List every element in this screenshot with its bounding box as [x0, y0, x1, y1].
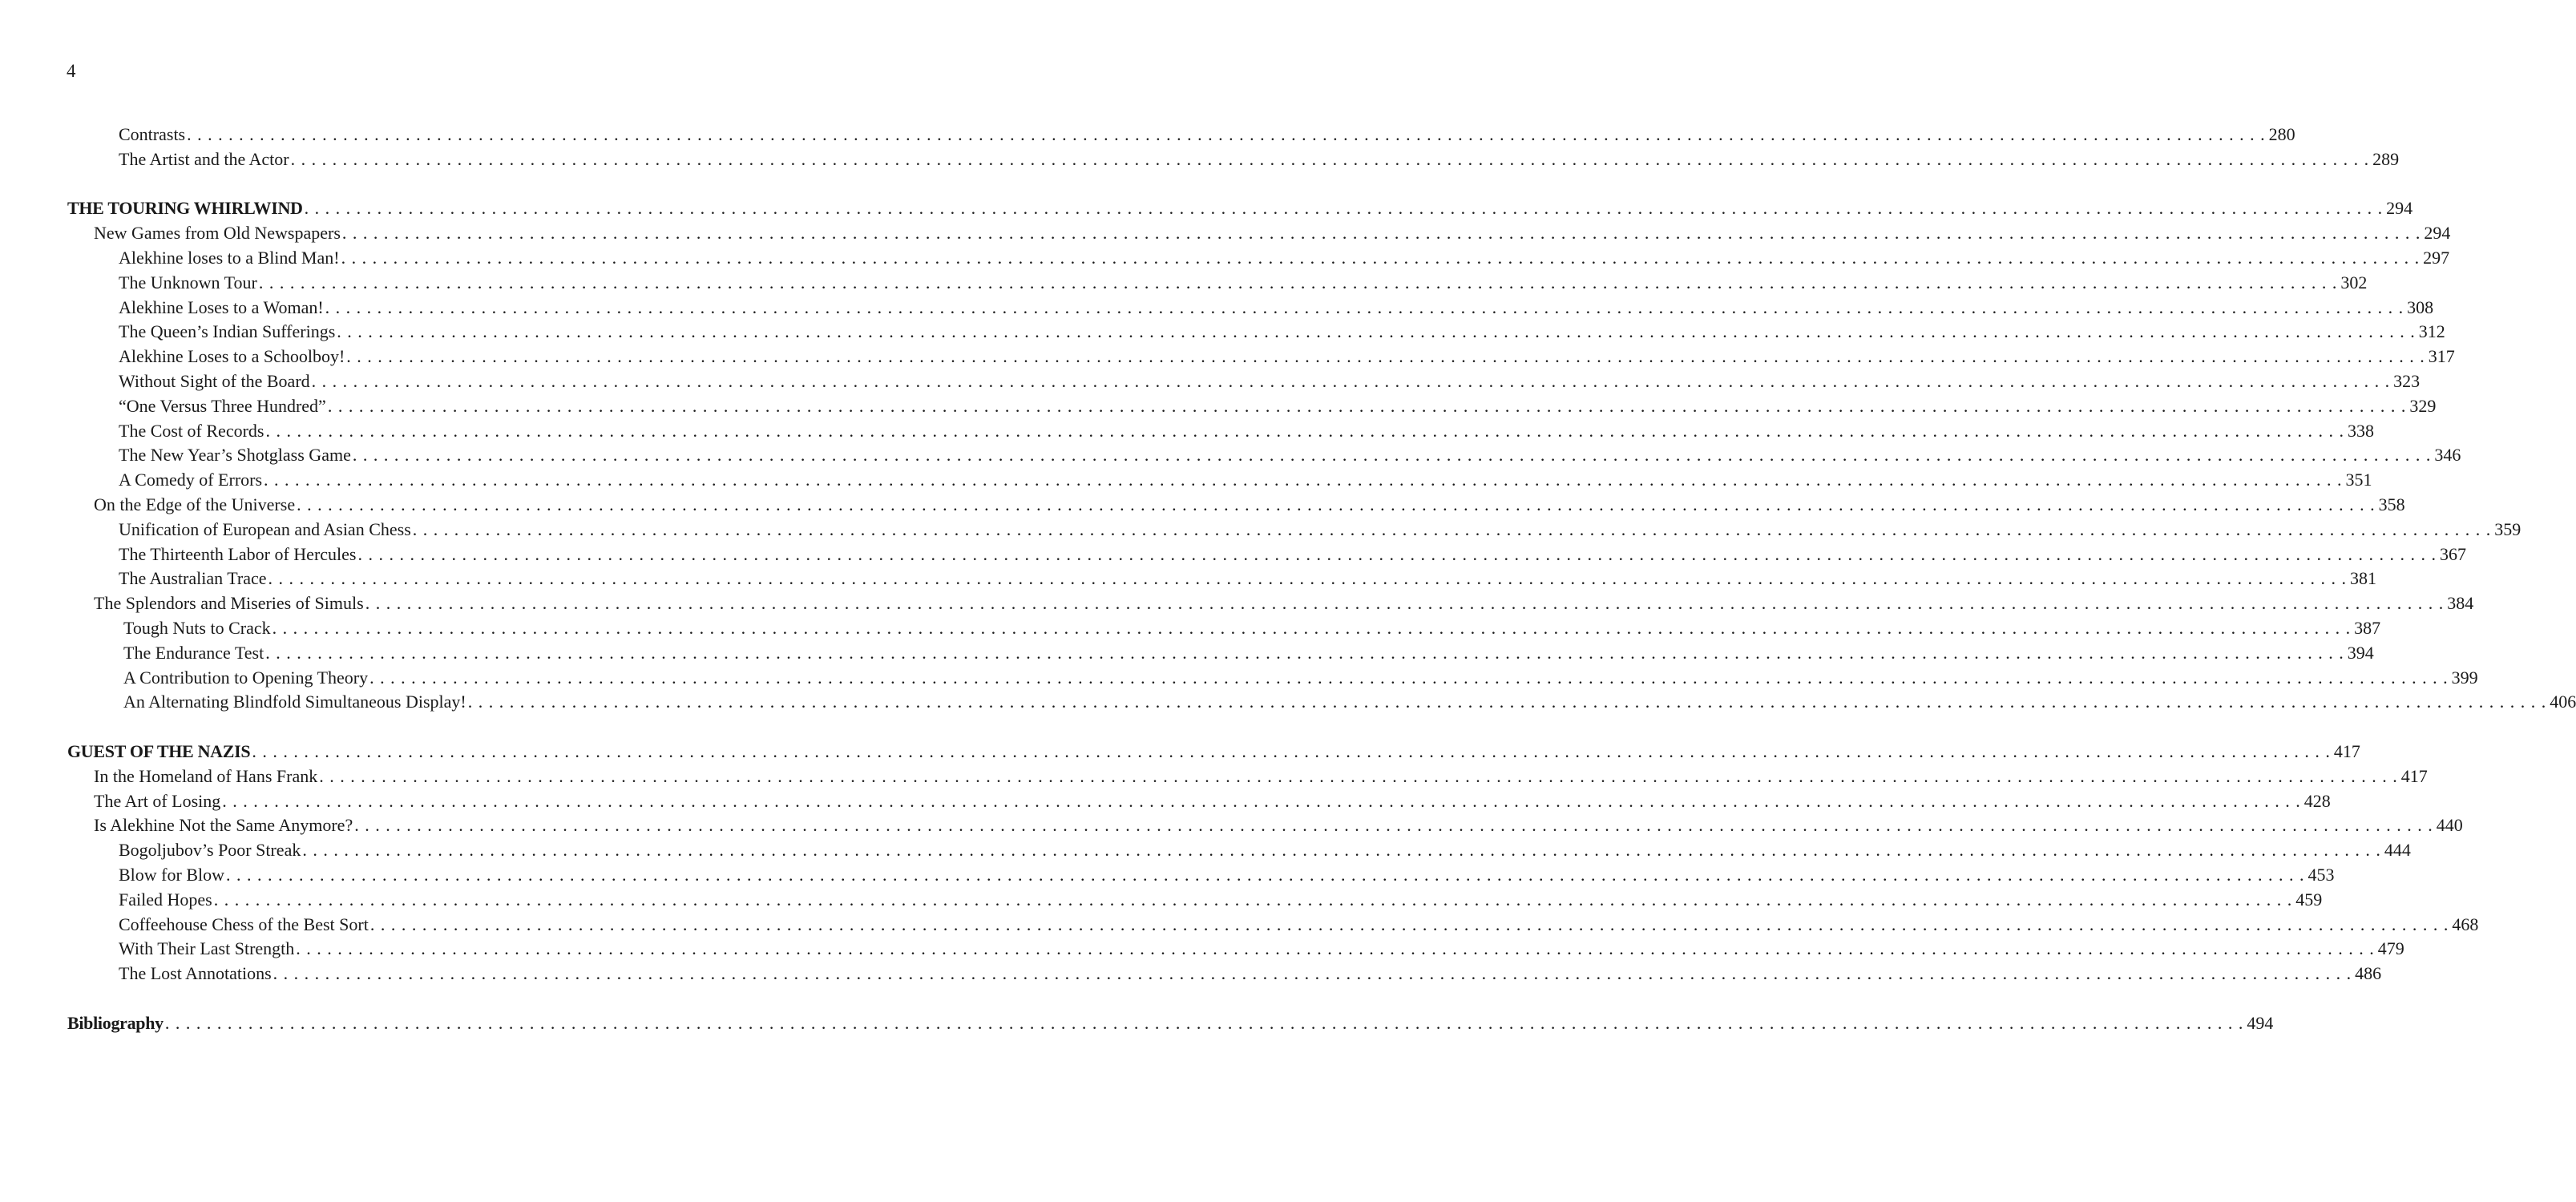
dot-leader: . . . . . . . . . . . . . . . . . . . . . . . . . . . . . . . . . . . . . . . . . . . . . . . . . . . . . . . . . . . . . . . . . . . . . . . . . . . . . . . . . . . . . . . . . . . . . . . . . . . . . . . . . . . . . . . . . . . . . . . . . . . . . . . . . . . . . . . . . . . . . . . . . . . . . . . . . . . . . . . . . . . . . . . . . . . . . . . . . . . . . . . . . . . . . . . . . . . . . . . .: [297, 494, 2376, 514]
toc-chapter-entry: [67, 1011, 2274, 1036]
dot-leader: . . . . . . . . . . . . . . . . . . . . . . . . . . . . . . . . . . . . . . . . . . . . . . . . . . . . . . . . . . . . . . . . . . . . . . . . . . . . . . . . . . . . . . . . . . . . . . . . . . . . . . . . . . . . . . . . . . . . . . . . . . . . . . . . . . . . . . . . . . . . . . . . . . . . . . . . . . . . . . . . . . . . . . . . . . . . . . . . . . . . . . . . . . . . . . . . . . . . . . . .: [290, 148, 2370, 169]
toc-entry: [67, 443, 2461, 468]
toc-entry-title: The Queen’s Indian Sufferings: [119, 321, 336, 342]
toc-entry-title: Is Alekhine Not the Same Anymore?: [94, 815, 353, 836]
toc-entry-title: The Art of Losing: [94, 790, 221, 811]
toc-chapter-entry: [67, 740, 2360, 764]
toc-entry-title: The Unknown Tour: [119, 272, 257, 292]
dot-leader: . . . . . . . . . . . . . . . . . . . . . . . . . . . . . . . . . . . . . . . . . . . . . . . . . . . . . . . . . . . . . . . . . . . . . . . . . . . . . . . . . . . . . . . . . . . . . . . . . . . . . . . . . . . . . . . . . . . . . . . . . . . . . . . . . . . . . . . . . . . . . . . . . . . . . . . . . . . . . . . . . . . . . . . . . . . . . . . . . . . . . . . . . . . . . . . . . . . . . . . .: [226, 864, 2305, 885]
toc-entry-title: Coffeehouse Chess of the Best Sort: [119, 914, 369, 934]
dot-leader: . . . . . . . . . . . . . . . . . . . . . . . . . . . . . . . . . . . . . . . . . . . . . . . . . . . . . . . . . . . . . . . . . . . . . . . . . . . . . . . . . . . . . . . . . . . . . . . . . . . . . . . . . . . . . . . . . . . . . . . . . . . . . . . . . . . . . . . . . . . . . . . . . . . . . . . . . . . . . . . . . . . . . . . . . . . . . . . . . . . . . . . . . . . . . . . . . . . . . . . .: [357, 543, 2437, 564]
toc-entry-page: 367: [2439, 543, 2466, 564]
toc-entry: [67, 690, 2576, 715]
dot-leader: . . . . . . . . . . . . . . . . . . . . . . . . . . . . . . . . . . . . . . . . . . . . . . . . . . . . . . . . . . . . . . . . . . . . . . . . . . . . . . . . . . . . . . . . . . . . . . . . . . . . . . . . . . . . . . . . . . . . . . . . . . . . . . . . . . . . . . . . . . . . . . . . . . . . . . . . . . . . . . . . . . . . . . . . . . . . . . . . . . . . . . . . . . . . . . . . . . . . . . . .: [319, 765, 2398, 786]
toc-entry-page: 302: [2340, 272, 2368, 292]
toc-entry-page: 329: [2409, 395, 2437, 416]
dot-leader: . . . . . . . . . . . . . . . . . . . . . . . . . . . . . . . . . . . . . . . . . . . . . . . . . . . . . . . . . . . . . . . . . . . . . . . . . . . . . . . . . . . . . . . . . . . . . . . . . . . . . . . . . . . . . . . . . . . . . . . . . . . . . . . . . . . . . . . . . . . . . . . . . . . . . . . . . . . . . . . . . . . . . . . . . . . . . . . . . . . . . . . . . . . . . . . . . . . . . . . .: [187, 124, 2266, 144]
toc-entry-page: 346: [2434, 445, 2461, 466]
toc-entry-page: 317: [2428, 346, 2455, 367]
toc-entry: [67, 320, 2445, 345]
toc-entry-page: 294: [2424, 223, 2451, 244]
dot-leader: . . . . . . . . . . . . . . . . . . . . . . . . . . . . . . . . . . . . . . . . . . . . . . . . . . . . . . . . . . . . . . . . . . . . . . . . . . . . . . . . . . . . . . . . . . . . . . . . . . . . . . . . . . . . . . . . . . . . . . . . . . . . . . . . . . . . . . . . . . . . . . . . . . . . . . . . . . . . . . . . . . . . . . . . . . . . . . . . . . . . . . . . . . . . . . . . . . . . . . . .: [325, 296, 2404, 317]
toc-entry-title: THE TOURING WHIRLWIND: [67, 198, 303, 219]
toc-entry-title: The Cost of Records: [119, 420, 264, 441]
toc-entry: [67, 863, 2335, 888]
dot-leader: . . . . . . . . . . . . . . . . . . . . . . . . . . . . . . . . . . . . . . . . . . . . . . . . . . . . . . . . . . . . . . . . . . . . . . . . . . . . . . . . . . . . . . . . . . . . . . . . . . . . . . . . . . . . . . . . . . . . . . . . . . . . . . . . . . . . . . . . . . . . . . . . . . . . . . . . . . . . . . . . . . . . . . . . . . . . . . . . . . . . . . . . . . . . . . . . . . . . . . . .: [304, 198, 2384, 219]
toc-entry: [67, 567, 2377, 591]
toc-entry: [67, 962, 2382, 986]
toc-entry-page: 440: [2436, 815, 2463, 836]
toc-entry-title: On the Edge of the Universe: [94, 494, 296, 514]
toc-entry: [67, 616, 2381, 641]
table-of-contents: [67, 123, 2576, 1035]
toc-entry-page: 297: [2423, 247, 2450, 268]
toc-entry-title: Contrasts: [119, 124, 186, 144]
toc-entry-title: The Lost Annotations: [119, 963, 272, 984]
toc-entry-page: 381: [2350, 568, 2377, 589]
toc-entry: [67, 271, 2368, 296]
toc-entry-title: A Comedy of Errors: [119, 470, 263, 490]
dot-leader: . . . . . . . . . . . . . . . . . . . . . . . . . . . . . . . . . . . . . . . . . . . . . . . . . . . . . . . . . . . . . . . . . . . . . . . . . . . . . . . . . . . . . . . . . . . . . . . . . . . . . . . . . . . . . . . . . . . . . . . . . . . . . . . . . . . . . . . . . . . . . . . . . . . . . . . . . . . . . . . . . . . . . . . . . . . . . . . . . . . . . . . . . . . . . . . . . . . . . . . .: [252, 740, 2331, 761]
toc-entry: [67, 937, 2404, 962]
toc-entry-page: 384: [2447, 593, 2474, 614]
toc-entry-title: Bogoljubov’s Poor Streak: [119, 840, 301, 861]
toc-entry: [67, 641, 2374, 666]
dot-leader: . . . . . . . . . . . . . . . . . . . . . . . . . . . . . . . . . . . . . . . . . . . . . . . . . . . . . . . . . . . . . . . . . . . . . . . . . . . . . . . . . . . . . . . . . . . . . . . . . . . . . . . . . . . . . . . . . . . . . . . . . . . . . . . . . . . . . . . . . . . . . . . . . . . . . . . . . . . . . . . . . . . . . . . . . . . . . . . . . . . . . . . . . . . . . . . . . . . . . . . .: [327, 395, 2407, 416]
toc-entry-title: Alekhine loses to a Blind Man!: [119, 247, 340, 268]
toc-entry-page: 399: [2451, 667, 2478, 688]
toc-entry-title: The Thirteenth Labor of Hercules: [119, 543, 357, 564]
dot-leader: . . . . . . . . . . . . . . . . . . . . . . . . . . . . . . . . . . . . . . . . . . . . . . . . . . . . . . . . . . . . . . . . . . . . . . . . . . . . . . . . . . . . . . . . . . . . . . . . . . . . . . . . . . . . . . . . . . . . . . . . . . . . . . . . . . . . . . . . . . . . . . . . . . . . . . . . . . . . . . . . . . . . . . . . . . . . . . . . . . . . . . . . . . . . . . . . . . . . . . . .: [265, 642, 2344, 663]
toc-entry: [67, 666, 2478, 691]
toc-entry: [67, 345, 2455, 369]
toc-entry-page: 453: [2307, 864, 2335, 885]
toc-entry-page: 351: [2345, 470, 2372, 490]
dot-leader: . . . . . . . . . . . . . . . . . . . . . . . . . . . . . . . . . . . . . . . . . . . . . . . . . . . . . . . . . . . . . . . . . . . . . . . . . . . . . . . . . . . . . . . . . . . . . . . . . . . . . . . . . . . . . . . . . . . . . . . . . . . . . . . . . . . . . . . . . . . . . . . . . . . . . . . . . . . . . . . . . . . . . . . . . . . . . . . . . . . . . . . . . . . . . . . . . . . . . . . .: [346, 346, 2425, 367]
dot-leader: . . . . . . . . . . . . . . . . . . . . . . . . . . . . . . . . . . . . . . . . . . . . . . . . . . . . . . . . . . . . . . . . . . . . . . . . . . . . . . . . . . . . . . . . . . . . . . . . . . . . . . . . . . . . . . . . . . . . . . . . . . . . . . . . . . . . . . . . . . . . . . . . . . . . . . . . . . . . . . . . . . . . . . . . . . . . . . . . . . . . . . . . . . . . . . . . . . . . . . . .: [273, 963, 2352, 984]
dot-leader: . . . . . . . . . . . . . . . . . . . . . . . . . . . . . . . . . . . . . . . . . . . . . . . . . . . . . . . . . . . . . . . . . . . . . . . . . . . . . . . . . . . . . . . . . . . . . . . . . . . . . . . . . . . . . . . . . . . . . . . . . . . . . . . . . . . . . . . . . . . . . . . . . . . . . . . . . . . . . . . . . . . . . . . . . . . . . . . . . . . . . . . . . . . . . . . . . . . . . . . .: [369, 667, 2449, 688]
toc-entry-page: 394: [2347, 642, 2374, 663]
dot-leader: . . . . . . . . . . . . . . . . . . . . . . . . . . . . . . . . . . . . . . . . . . . . . . . . . . . . . . . . . . . . . . . . . . . . . . . . . . . . . . . . . . . . . . . . . . . . . . . . . . . . . . . . . . . . . . . . . . . . . . . . . . . . . . . . . . . . . . . . . . . . . . . . . . . . . . . . . . . . . . . . . . . . . . . . . . . . . . . . . . . . . . . . . . . . . . . . . . . . . . . .: [264, 470, 2343, 490]
toc-entry-title: The Endurance Test: [123, 642, 264, 663]
toc-entry-title: Tough Nuts to Crack: [123, 617, 271, 638]
dot-leader: . . . . . . . . . . . . . . . . . . . . . . . . . . . . . . . . . . . . . . . . . . . . . . . . . . . . . . . . . . . . . . . . . . . . . . . . . . . . . . . . . . . . . . . . . . . . . . . . . . . . . . . . . . . . . . . . . . . . . . . . . . . . . . . . . . . . . . . . . . . . . . . . . . . . . . . . . . . . . . . . . . . . . . . . . . . . . . . . . . . . . . . . . . . . . . . . . . . . . . . .: [369, 914, 2449, 934]
toc-entry-page: 486: [2355, 963, 2382, 984]
toc-entry-title: A Contribution to Opening Theory: [123, 667, 369, 688]
toc-entry-title: Blow for Blow: [119, 864, 224, 885]
toc-entry-page: 444: [2384, 840, 2411, 861]
dot-leader: . . . . . . . . . . . . . . . . . . . . . . . . . . . . . . . . . . . . . . . . . . . . . . . . . . . . . . . . . . . . . . . . . . . . . . . . . . . . . . . . . . . . . . . . . . . . . . . . . . . . . . . . . . . . . . . . . . . . . . . . . . . . . . . . . . . . . . . . . . . . . . . . . . . . . . . . . . . . . . . . . . . . . . . . . . . . . . . . . . . . . . . . . . . . . . . . . . . . . . . .: [341, 247, 2421, 268]
toc-entry-page: 417: [2400, 765, 2428, 786]
toc-entry-page: 289: [2372, 148, 2400, 169]
dot-leader: . . . . . . . . . . . . . . . . . . . . . . . . . . . . . . . . . . . . . . . . . . . . . . . . . . . . . . . . . . . . . . . . . . . . . . . . . . . . . . . . . . . . . . . . . . . . . . . . . . . . . . . . . . . . . . . . . . . . . . . . . . . . . . . . . . . . . . . . . . . . . . . . . . . . . . . . . . . . . . . . . . . . . . . . . . . . . . . . . . . . . . . . . . . . . . . . . . . . . . . .: [354, 815, 2433, 836]
toc-entry-title: Bibliography: [67, 1012, 164, 1033]
toc-entry-page: 406: [2550, 692, 2576, 712]
toc-entry-page: 358: [2378, 494, 2405, 514]
toc-entry-page: 323: [2393, 370, 2421, 391]
toc-entry-page: 417: [2333, 740, 2360, 761]
toc-entry: [67, 123, 2295, 147]
dot-leader: . . . . . . . . . . . . . . . . . . . . . . . . . . . . . . . . . . . . . . . . . . . . . . . . . . . . . . . . . . . . . . . . . . . . . . . . . . . . . . . . . . . . . . . . . . . . . . . . . . . . . . . . . . . . . . . . . . . . . . . . . . . . . . . . . . . . . . . . . . . . . . . . . . . . . . . . . . . . . . . . . . . . . . . . . . . . . . . . . . . . . . . . . . . . . . . . . . . . . . . .: [296, 938, 2375, 959]
dot-leader: . . . . . . . . . . . . . . . . . . . . . . . . . . . . . . . . . . . . . . . . . . . . . . . . . . . . . . . . . . . . . . . . . . . . . . . . . . . . . . . . . . . . . . . . . . . . . . . . . . . . . . . . . . . . . . . . . . . . . . . . . . . . . . . . . . . . . . . . . . . . . . . . . . . . . . . . . . . . . . . . . . . . . . . . . . . . . . . . . . . . . . . . . . . . . . . . . . . . . . . .: [164, 1012, 2244, 1033]
section-gap: [67, 986, 696, 1011]
toc-entry-title: Failed Hopes: [119, 889, 212, 910]
toc-entry-title: The New Year’s Shotglass Game: [119, 445, 351, 466]
toc-entry-title: “One Versus Three Hundred”: [119, 395, 326, 416]
dot-leader: . . . . . . . . . . . . . . . . . . . . . . . . . . . . . . . . . . . . . . . . . . . . . . . . . . . . . . . . . . . . . . . . . . . . . . . . . . . . . . . . . . . . . . . . . . . . . . . . . . . . . . . . . . . . . . . . . . . . . . . . . . . . . . . . . . . . . . . . . . . . . . . . . . . . . . . . . . . . . . . . . . . . . . . . . . . . . . . . . . . . . . . . . . . . . . . . . . . . . . . .: [265, 420, 2344, 441]
toc-entry-title: The Splendors and Miseries of Simuls: [94, 593, 364, 614]
dot-leader: . . . . . . . . . . . . . . . . . . . . . . . . . . . . . . . . . . . . . . . . . . . . . . . . . . . . . . . . . . . . . . . . . . . . . . . . . . . . . . . . . . . . . . . . . . . . . . . . . . . . . . . . . . . . . . . . . . . . . . . . . . . . . . . . . . . . . . . . . . . . . . . . . . . . . . . . . . . . . . . . . . . . . . . . . . . . . . . . . . . . . . . . . . . . . . . . . . . . . . . .: [341, 223, 2421, 244]
toc-entry: [67, 419, 2374, 444]
toc-entry-title: The Artist and the Actor: [119, 148, 289, 169]
toc-entry-page: 338: [2347, 420, 2374, 441]
toc-entry-title: New Games from Old Newspapers: [94, 223, 341, 244]
toc-entry: [67, 543, 2466, 567]
toc-entry: [67, 888, 2323, 913]
toc-entry: [67, 221, 2451, 246]
toc-entry-title: Unification of European and Asian Chess: [119, 518, 411, 539]
toc-entry-page: 494: [2247, 1012, 2274, 1033]
toc-entry-title: Alekhine Loses to a Woman!: [119, 296, 324, 317]
toc-entry-page: 468: [2452, 914, 2479, 934]
toc-entry: [67, 518, 2521, 543]
dot-leader: . . . . . . . . . . . . . . . . . . . . . . . . . . . . . . . . . . . . . . . . . . . . . . . . . . . . . . . . . . . . . . . . . . . . . . . . . . . . . . . . . . . . . . . . . . . . . . . . . . . . . . . . . . . . . . . . . . . . . . . . . . . . . . . . . . . . . . . . . . . . . . . . . . . . . . . . . . . . . . . . . . . . . . . . . . . . . . . . . . . . . . . . . . . . . . . . . . . . . . . .: [467, 692, 2547, 712]
dot-leader: . . . . . . . . . . . . . . . . . . . . . . . . . . . . . . . . . . . . . . . . . . . . . . . . . . . . . . . . . . . . . . . . . . . . . . . . . . . . . . . . . . . . . . . . . . . . . . . . . . . . . . . . . . . . . . . . . . . . . . . . . . . . . . . . . . . . . . . . . . . . . . . . . . . . . . . . . . . . . . . . . . . . . . . . . . . . . . . . . . . . . . . . . . . . . . . . . . . . . . . .: [337, 321, 2416, 342]
toc-entry: [67, 838, 2411, 863]
toc-entry: [67, 493, 2405, 518]
toc-entry-page: 387: [2354, 617, 2381, 638]
page-number: 4: [67, 61, 76, 81]
toc-entry: [67, 468, 2372, 493]
dot-leader: . . . . . . . . . . . . . . . . . . . . . . . . . . . . . . . . . . . . . . . . . . . . . . . . . . . . . . . . . . . . . . . . . . . . . . . . . . . . . . . . . . . . . . . . . . . . . . . . . . . . . . . . . . . . . . . . . . . . . . . . . . . . . . . . . . . . . . . . . . . . . . . . . . . . . . . . . . . . . . . . . . . . . . . . . . . . . . . . . . . . . . . . . . . . . . . . . . . . . . . .: [302, 840, 2381, 861]
toc-entry: [67, 591, 2474, 616]
toc-entry: [67, 813, 2463, 838]
toc-entry-title: In the Homeland of Hans Frank: [94, 765, 318, 786]
toc-entry: [67, 913, 2479, 938]
toc-entry-page: 308: [2407, 296, 2434, 317]
dot-leader: . . . . . . . . . . . . . . . . . . . . . . . . . . . . . . . . . . . . . . . . . . . . . . . . . . . . . . . . . . . . . . . . . . . . . . . . . . . . . . . . . . . . . . . . . . . . . . . . . . . . . . . . . . . . . . . . . . . . . . . . . . . . . . . . . . . . . . . . . . . . . . . . . . . . . . . . . . . . . . . . . . . . . . . . . . . . . . . . . . . . . . . . . . . . . . . . . . . . . . . .: [268, 568, 2348, 589]
toc-entry-title: Without Sight of the Board: [119, 370, 310, 391]
dot-leader: . . . . . . . . . . . . . . . . . . . . . . . . . . . . . . . . . . . . . . . . . . . . . . . . . . . . . . . . . . . . . . . . . . . . . . . . . . . . . . . . . . . . . . . . . . . . . . . . . . . . . . . . . . . . . . . . . . . . . . . . . . . . . . . . . . . . . . . . . . . . . . . . . . . . . . . . . . . . . . . . . . . . . . . . . . . . . . . . . . . . . . . . . . . . . . . . . . . . . . . .: [352, 445, 2432, 466]
dot-leader: . . . . . . . . . . . . . . . . . . . . . . . . . . . . . . . . . . . . . . . . . . . . . . . . . . . . . . . . . . . . . . . . . . . . . . . . . . . . . . . . . . . . . . . . . . . . . . . . . . . . . . . . . . . . . . . . . . . . . . . . . . . . . . . . . . . . . . . . . . . . . . . . . . . . . . . . . . . . . . . . . . . . . . . . . . . . . . . . . . . . . . . . . . . . . . . . . . . . . . . .: [311, 370, 2391, 391]
toc-entry: [67, 296, 2434, 321]
toc-entry-title: Alekhine Loses to a Schoolboy!: [119, 346, 345, 367]
toc-entry-page: 294: [2386, 198, 2413, 219]
toc-entry-title: GUEST OF THE NAZIS: [67, 740, 251, 761]
toc-entry-page: 479: [2377, 938, 2404, 959]
toc-entry-title: With Their Last Strength: [119, 938, 295, 959]
dot-leader: . . . . . . . . . . . . . . . . . . . . . . . . . . . . . . . . . . . . . . . . . . . . . . . . . . . . . . . . . . . . . . . . . . . . . . . . . . . . . . . . . . . . . . . . . . . . . . . . . . . . . . . . . . . . . . . . . . . . . . . . . . . . . . . . . . . . . . . . . . . . . . . . . . . . . . . . . . . . . . . . . . . . . . . . . . . . . . . . . . . . . . . . . . . . . . . . . . . . . . . .: [272, 617, 2352, 638]
toc-entry-title: The Australian Trace: [119, 568, 267, 589]
toc-entry: [67, 147, 2400, 172]
toc-entry-page: 428: [2303, 790, 2331, 811]
dot-leader: . . . . . . . . . . . . . . . . . . . . . . . . . . . . . . . . . . . . . . . . . . . . . . . . . . . . . . . . . . . . . . . . . . . . . . . . . . . . . . . . . . . . . . . . . . . . . . . . . . . . . . . . . . . . . . . . . . . . . . . . . . . . . . . . . . . . . . . . . . . . . . . . . . . . . . . . . . . . . . . . . . . . . . . . . . . . . . . . . . . . . . . . . . . . . . . . . . . . . . . .: [412, 518, 2492, 539]
toc-entry: [67, 394, 2437, 419]
dot-leader: . . . . . . . . . . . . . . . . . . . . . . . . . . . . . . . . . . . . . . . . . . . . . . . . . . . . . . . . . . . . . . . . . . . . . . . . . . . . . . . . . . . . . . . . . . . . . . . . . . . . . . . . . . . . . . . . . . . . . . . . . . . . . . . . . . . . . . . . . . . . . . . . . . . . . . . . . . . . . . . . . . . . . . . . . . . . . . . . . . . . . . . . . . . . . . . . . . . . . . . .: [258, 272, 2338, 292]
dot-leader: . . . . . . . . . . . . . . . . . . . . . . . . . . . . . . . . . . . . . . . . . . . . . . . . . . . . . . . . . . . . . . . . . . . . . . . . . . . . . . . . . . . . . . . . . . . . . . . . . . . . . . . . . . . . . . . . . . . . . . . . . . . . . . . . . . . . . . . . . . . . . . . . . . . . . . . . . . . . . . . . . . . . . . . . . . . . . . . . . . . . . . . . . . . . . . . . . . . . . . . .: [222, 790, 2301, 811]
dot-leader: . . . . . . . . . . . . . . . . . . . . . . . . . . . . . . . . . . . . . . . . . . . . . . . . . . . . . . . . . . . . . . . . . . . . . . . . . . . . . . . . . . . . . . . . . . . . . . . . . . . . . . . . . . . . . . . . . . . . . . . . . . . . . . . . . . . . . . . . . . . . . . . . . . . . . . . . . . . . . . . . . . . . . . . . . . . . . . . . . . . . . . . . . . . . . . . . . . . . . . . .: [365, 593, 2445, 614]
toc-entry: [67, 789, 2331, 814]
toc-entry-page: 312: [2418, 321, 2445, 342]
toc-entry: [67, 246, 2450, 271]
toc-entry-title: An Alternating Blindfold Simultaneous Display!: [123, 692, 466, 712]
toc-chapter-entry: [67, 196, 2413, 221]
toc-entry-page: 359: [2494, 518, 2521, 539]
dot-leader: . . . . . . . . . . . . . . . . . . . . . . . . . . . . . . . . . . . . . . . . . . . . . . . . . . . . . . . . . . . . . . . . . . . . . . . . . . . . . . . . . . . . . . . . . . . . . . . . . . . . . . . . . . . . . . . . . . . . . . . . . . . . . . . . . . . . . . . . . . . . . . . . . . . . . . . . . . . . . . . . . . . . . . . . . . . . . . . . . . . . . . . . . . . . . . . . . . . . . . . .: [213, 889, 2293, 910]
toc-entry: [67, 369, 2421, 394]
section-gap: [67, 172, 696, 197]
toc-entry: [67, 764, 2428, 789]
toc-entry-page: 280: [2268, 124, 2295, 144]
toc-entry-page: 459: [2295, 889, 2323, 910]
section-gap: [67, 715, 696, 740]
